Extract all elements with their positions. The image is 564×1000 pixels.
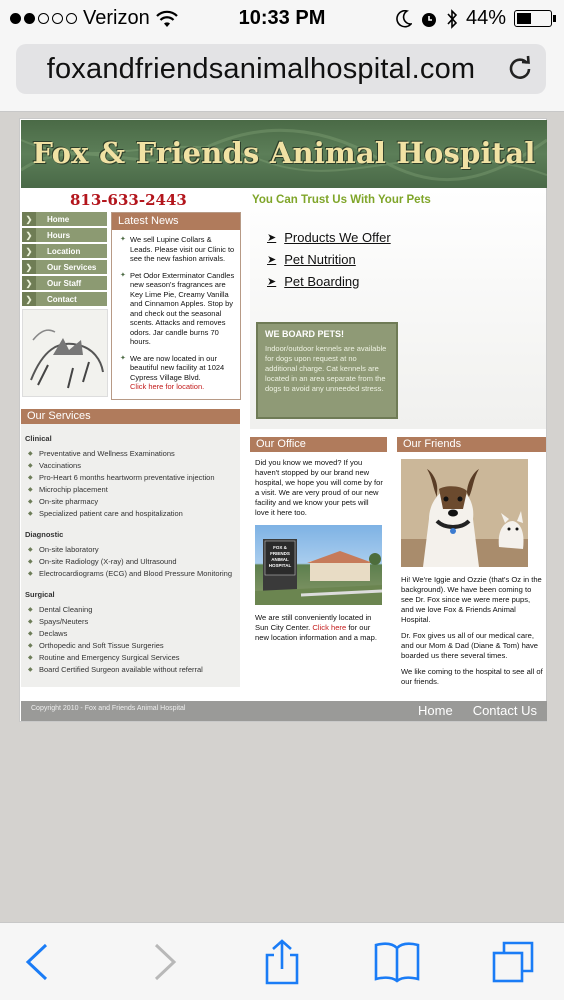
product-link-pet-boarding[interactable]: [267, 270, 391, 292]
news-text: We are now located in our beautiful new facility at 1024 Cypress Village Blvd.: [130, 353, 225, 382]
product-link-pet-nutrition[interactable]: [267, 248, 391, 270]
bookmarks-icon[interactable]: [374, 939, 420, 985]
battery-icon: [514, 10, 552, 27]
product-links: [267, 226, 391, 292]
service-item: ◆ On-site laboratory: [25, 544, 240, 556]
service-item: ◆ Spays/Neuters: [25, 616, 240, 628]
dogs-photo: [401, 459, 528, 567]
boarding-text: Indoor/outdoor kennels are available for dogs upon request at no additional charge. Cat kennels are located in an area separate from the dogs to avoid any unneeded stress.: [265, 344, 387, 393]
news-item: [120, 271, 236, 347]
office-location-text: We are still conveniently located in Sun City Center.: [255, 613, 372, 632]
browser-chrome: [0, 0, 564, 112]
footer-home-link[interactable]: Home: [418, 703, 453, 718]
news-item: [120, 354, 236, 392]
friends-paragraph: We like coming to the hospital to see all of our friends.: [401, 667, 543, 686]
url-text[interactable]: foxandfriendsanimalhospital.com: [46, 53, 476, 85]
chevron-right-icon: ❯: [22, 292, 36, 306]
our-services-panel: [21, 409, 240, 687]
our-office-heading: Our Office: [250, 437, 387, 452]
site-title: Fox & Friends Animal Hospital: [32, 136, 536, 170]
friends-paragraph: Hi! We're Iggie and Ozzie (that's Oz in the background). We have been coming to see Dr. Fox since we were mere pups, and we love Fox & Friends Animal Hospital.: [401, 575, 542, 624]
our-services-heading: Our Services: [21, 409, 240, 424]
chevron-right-icon: ❯: [22, 212, 36, 226]
service-item: ◆ Preventative and Wellness Examinations: [25, 448, 240, 460]
office-location-text-end: for our new location information and a map.: [255, 623, 377, 642]
service-item: ◆ Vaccinations: [25, 460, 240, 472]
trust-heading: You Can Trust Us With Your Pets: [252, 194, 431, 206]
copyright-text: Copyright 2010 - Fox and Friends Animal Hospital: [31, 705, 186, 712]
chevron-right-icon: ❯: [22, 228, 36, 242]
webpage: [19, 118, 547, 722]
news-item: [120, 235, 236, 264]
boarding-title: WE BOARD PETS!: [265, 329, 345, 339]
chevron-right-icon: ❯: [22, 276, 36, 290]
battery-percent: 44%: [465, 7, 506, 29]
our-office-section: [250, 437, 387, 643]
latest-news-box: [111, 212, 241, 400]
site-footer: [21, 701, 547, 721]
our-friends-heading: Our Friends: [397, 437, 546, 452]
latest-news-list: [112, 230, 240, 392]
tabs-icon[interactable]: [490, 939, 536, 985]
chevron-right-icon: ❯: [22, 244, 36, 258]
boarding-callout: [256, 322, 398, 419]
nav-item-label: Location: [47, 246, 81, 256]
location-link[interactable]: Click here for location.: [130, 382, 205, 391]
service-item: ◆ Routine and Emergency Surgical Services: [25, 652, 240, 664]
paw-arrow-icon: ➤: [267, 231, 277, 244]
service-group: [21, 530, 240, 580]
service-item: ◆ Board Certified Surgeon available without referral: [25, 664, 240, 676]
reload-icon[interactable]: [506, 54, 534, 82]
product-link-products-we-offer[interactable]: [267, 226, 391, 248]
service-group: [21, 590, 240, 676]
office-photo: [255, 525, 382, 605]
latest-news-heading: Latest News: [112, 213, 240, 230]
service-item: ◆ Declaws: [25, 628, 240, 640]
friends-text: [397, 575, 546, 687]
nav-item-contact[interactable]: [22, 292, 107, 306]
nav-item-our-services[interactable]: [22, 260, 107, 274]
service-group: [21, 434, 240, 520]
product-link-label: Pet Boarding: [284, 273, 360, 289]
chevron-right-icon: ❯: [22, 260, 36, 274]
nav-item-location[interactable]: [22, 244, 107, 258]
nav-item-label: Our Services: [47, 262, 97, 272]
service-item: ◆ Microchip placement: [25, 484, 240, 496]
site-nav: [22, 212, 107, 308]
carrier-label: Verizon: [83, 7, 150, 29]
nav-item-our-staff[interactable]: [22, 276, 107, 290]
back-icon[interactable]: [16, 939, 62, 985]
paw-arrow-icon: ➤: [267, 253, 277, 266]
service-group-title: Diagnostic: [25, 530, 64, 539]
product-link-label: Products We Offer: [284, 229, 391, 245]
fox-illustration: [22, 309, 108, 397]
our-friends-section: [397, 437, 546, 693]
service-item: ◆ On-site Radiology (X-ray) and Ultrasound: [25, 556, 240, 568]
site-banner: [21, 120, 547, 188]
service-item: ◆ Dental Cleaning: [25, 604, 240, 616]
product-link-label: Pet Nutrition: [284, 251, 356, 267]
browser-toolbar: [0, 922, 564, 1000]
nav-item-label: Home: [47, 214, 70, 224]
nav-item-label: Hours: [47, 230, 71, 240]
service-item: ◆ On-site pharmacy: [25, 496, 240, 508]
service-item: ◆ Orthopedic and Soft Tissue Surgeries: [25, 640, 240, 652]
office-intro: Did you know we moved? If you haven't stopped by our brand new hospital, we hope you will come by for a visit. We are very proud of our new facility and we know your pets will love it here too.: [255, 458, 383, 517]
address-bar[interactable]: [16, 44, 546, 94]
share-icon[interactable]: [259, 939, 305, 985]
service-group-title: Clinical: [25, 434, 52, 443]
service-item: ◆ Electrocardiograms (ECG) and Blood Pressure Monitoring: [25, 568, 240, 580]
forward-icon[interactable]: [140, 939, 186, 985]
service-item: ◆ Specialized patient care and hospitalization: [25, 508, 240, 520]
office-sign-text: FOX & FRIENDS ANIMAL HOSPITAL: [268, 545, 292, 568]
moon-icon: [396, 10, 412, 28]
nav-item-label: Contact: [47, 294, 77, 304]
office-location: [250, 613, 387, 643]
service-item: ◆ Pro-Heart 6 months heartworm preventative injection: [25, 472, 240, 484]
footer-contact-link[interactable]: Contact Us: [472, 703, 537, 718]
nav-item-label: Our Staff: [47, 278, 82, 288]
alarm-icon: [420, 10, 438, 28]
friends-paragraph: Dr. Fox gives us all of our medical care, and our Mom & Dad (Diane & Tom) have boarded us there several times.: [401, 631, 539, 660]
news-text: We sell Lupine Collars & Leads. Please visit our Clinic to see the new fashion arrivals.: [130, 235, 235, 263]
phone-number[interactable]: 813-633-2443: [70, 191, 187, 209]
news-text: Pet Odor Exterminator Candles new season's fragrances are Key Lime Pie, Creamy Vanilla and Cinnamon Apples. Stop by and check out the seasonal scents. Attacks and removes odors. Jar candle burns 70 hours.: [130, 270, 235, 346]
nav-item-hours[interactable]: [22, 228, 107, 242]
service-group-title: Surgical: [25, 590, 55, 599]
clock: 10:33 PM: [238, 7, 326, 29]
bluetooth-icon: [446, 9, 458, 29]
paw-arrow-icon: ➤: [267, 275, 277, 288]
office-location-link[interactable]: Click here: [312, 623, 347, 632]
nav-item-home[interactable]: [22, 212, 107, 226]
status-bar: [0, 0, 564, 38]
